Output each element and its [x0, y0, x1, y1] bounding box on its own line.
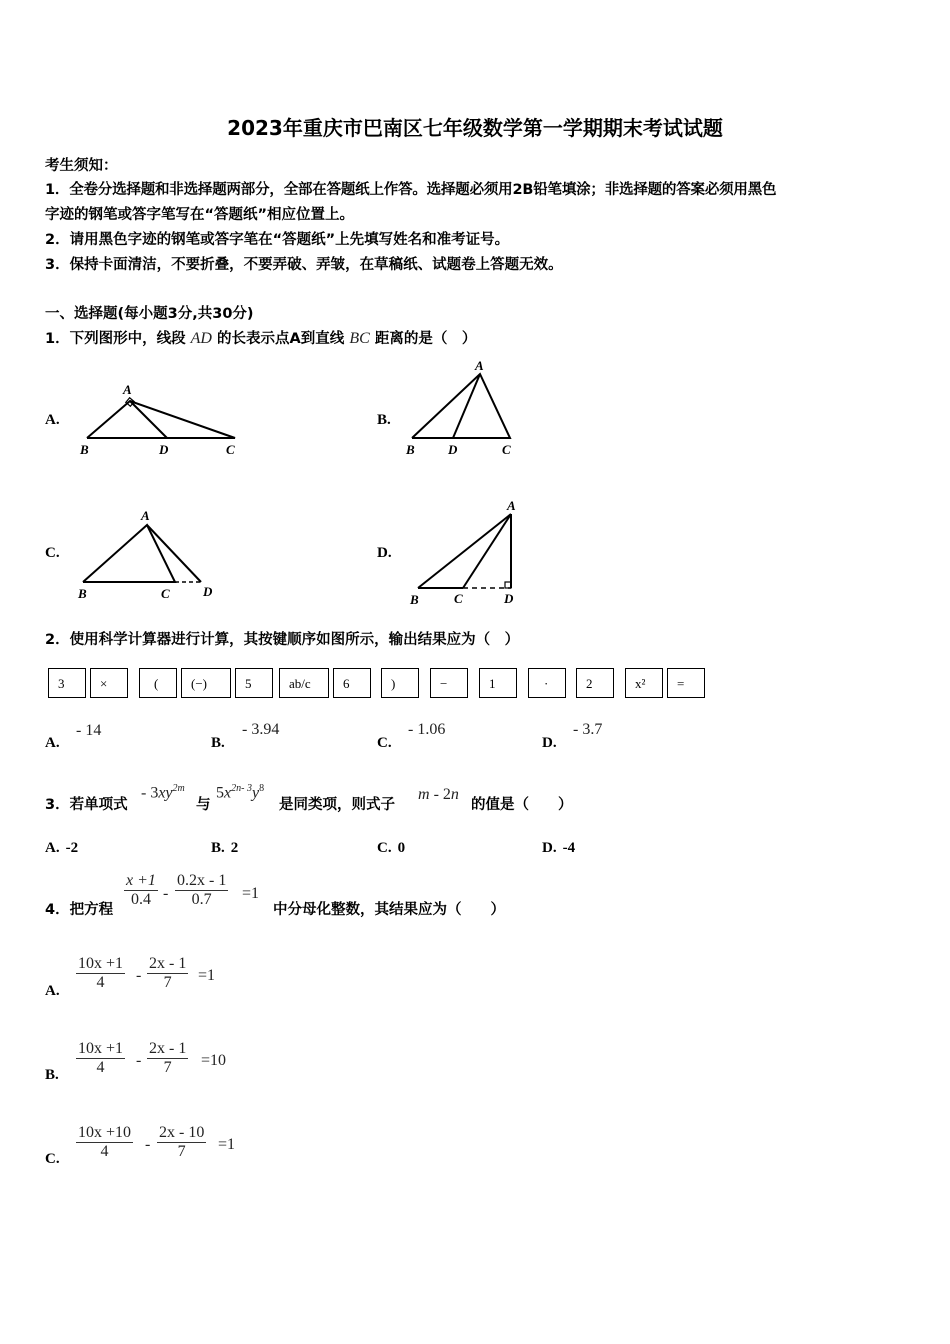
fig-c-label-c: C — [161, 586, 170, 601]
q3-conj: 与 — [196, 797, 211, 813]
q1-option-b-label: B. — [377, 412, 391, 428]
q4-equals: =1 — [242, 885, 260, 902]
q4-fraction-2: $\frac{0.2x - 1}{0.7}$ — [177, 872, 227, 908]
q4-option-a-rhs: =1 — [198, 967, 216, 984]
q2-option-d-label: D. — [542, 735, 557, 751]
calc-key: ab/c — [279, 668, 329, 698]
q3-mid: 是同类项，则式子 — [279, 797, 395, 813]
q2-option-d-value: - 3.7 — [573, 721, 603, 738]
notice-line-3: 3．保持卡面清洁，不要折叠，不要弄破、弄皱，在草稿纸、试题卷上答题无效。 — [45, 257, 563, 273]
q3-option-a: A. -2 — [45, 840, 79, 856]
calc-key: = — [667, 668, 705, 698]
notice-line-2: 2．请用黑色字迹的钢笔或答字笔在“答题纸”上先填写姓名和准考证号。 — [45, 232, 510, 248]
q1-post: 距离的是（ ） — [374, 331, 477, 347]
q4-minus: - — [163, 885, 169, 902]
q4-option-b-minus: - — [136, 1052, 142, 1069]
q3-term-1: - $3xy^{2m}$ — [141, 783, 185, 802]
q2-option-c-value: - 1.06 — [408, 721, 446, 738]
q1-option-c-label: C. — [45, 545, 60, 561]
q1-mid: 的长表示点A到直线 — [217, 331, 345, 347]
q4-option-a-label: A. — [45, 983, 60, 999]
question-1 — [45, 327, 476, 348]
q4-option-b-label: B. — [45, 1067, 59, 1083]
fig-b-label-b: B — [406, 442, 415, 457]
q4-option-c-label: C. — [45, 1151, 60, 1167]
section-heading: 一、选择题(每小题3分,共30分) — [45, 306, 254, 322]
q1-figure-d — [405, 498, 535, 610]
q4-option-b-fraction-2: $\frac{2x - 1}{7}$ — [149, 1040, 187, 1076]
fig-d-label-a: A — [507, 498, 516, 513]
fig-c-label-a: A — [141, 508, 150, 523]
q1-ad: AD — [190, 330, 212, 347]
q1-figure-c — [75, 505, 225, 605]
q3-pre: 3．若单项式 — [45, 797, 128, 813]
calc-key: 2 — [576, 668, 614, 698]
q3-option-b: B. 2 — [211, 840, 239, 856]
calc-key: (−) — [181, 668, 231, 698]
calc-key: · — [528, 668, 566, 698]
calc-key: 6 — [333, 668, 371, 698]
notice-line-1: 1．全卷分选择题和非选择题两部分，全部在答题纸上作答。选择题必须用2B铅笔填涂；非选择题的答案必须用黑色 — [45, 182, 777, 198]
q4-post: 中分母化整数，其结果应为（ ） — [273, 902, 505, 918]
q4-option-b-fraction-1: $\frac{10x +1}{4}$ — [78, 1040, 124, 1076]
q4-option-a-fraction-1: $\frac{10x +1}{4}$ — [78, 955, 124, 991]
fig-a-label-a: A — [123, 382, 132, 397]
calc-key: x² — [625, 668, 663, 698]
fig-c-label-b: B — [78, 586, 87, 601]
q4-option-c-minus: - — [145, 1136, 151, 1153]
notice-line-1b: 字迹的钢笔或答字笔写在“答题纸”相应位置上。 — [45, 207, 355, 223]
q4-pre: 4．把方程 — [45, 902, 114, 918]
fig-b-label-a: A — [475, 358, 484, 373]
q2-option-c-label: C. — [377, 735, 392, 751]
q3-post: 的值是（ ） — [471, 797, 573, 813]
q4-option-a-fraction-2: $\frac{2x - 1}{7}$ — [149, 955, 187, 991]
page-title: 2023年重庆市巴南区七年级数学第一学期期末考试试题 — [227, 116, 723, 140]
fig-d-label-b: B — [410, 592, 419, 607]
q4-option-c-fraction-1: $\frac{10x +10}{4}$ — [78, 1124, 132, 1160]
fig-d-label-c: C — [454, 591, 463, 606]
q1-pre: 1．下列图形中，线段 — [45, 331, 186, 347]
notice-heading: 考生须知： — [45, 158, 118, 174]
calc-key: ( — [139, 668, 177, 698]
fig-a-label-b: B — [80, 442, 89, 457]
q2-option-b-label: B. — [211, 735, 225, 751]
q3-term-2: $5x^{2n- 3}y^8$ — [216, 783, 265, 802]
fig-a-label-d: D — [159, 442, 169, 457]
q1-option-d-label: D. — [377, 545, 392, 561]
q1-bc: BC — [349, 330, 370, 347]
q1-figure-b — [400, 358, 530, 463]
calc-key: 5 — [235, 668, 273, 698]
q4-option-c-fraction-2: $\frac{2x - 10}{7}$ — [159, 1124, 205, 1160]
calc-key: − — [430, 668, 468, 698]
q4-option-b-rhs: =10 — [201, 1052, 227, 1069]
calc-key: 1 — [479, 668, 517, 698]
question-2: 2．使用科学计算器进行计算，其按键顺序如图所示，输出结果应为（ ） — [45, 632, 520, 648]
q4-option-c-rhs: =1 — [218, 1136, 236, 1153]
q4-fraction-1: $\frac{x +1}{0.4}$ — [126, 872, 156, 908]
q3-expression: m - 2n — [418, 786, 459, 803]
calc-key: ) — [381, 668, 419, 698]
q2-option-a-value: - 14 — [76, 722, 102, 739]
q2-option-a-label: A. — [45, 735, 60, 751]
q3-option-c: C. 0 — [377, 840, 406, 856]
q1-figure-a — [75, 378, 255, 463]
calc-key: × — [90, 668, 128, 698]
fig-b-label-d: D — [448, 442, 458, 457]
fig-b-label-c: C — [502, 442, 511, 457]
fig-a-label-c: C — [226, 442, 235, 457]
calc-key: 3 — [48, 668, 86, 698]
q2-option-b-value: - 3.94 — [242, 721, 280, 738]
q1-option-a-label: A. — [45, 412, 60, 428]
fig-d-label-d: D — [504, 591, 514, 606]
fig-c-label-d: D — [203, 584, 213, 599]
q3-option-d: D. -4 — [542, 840, 576, 856]
q4-option-a-minus: - — [136, 967, 142, 984]
